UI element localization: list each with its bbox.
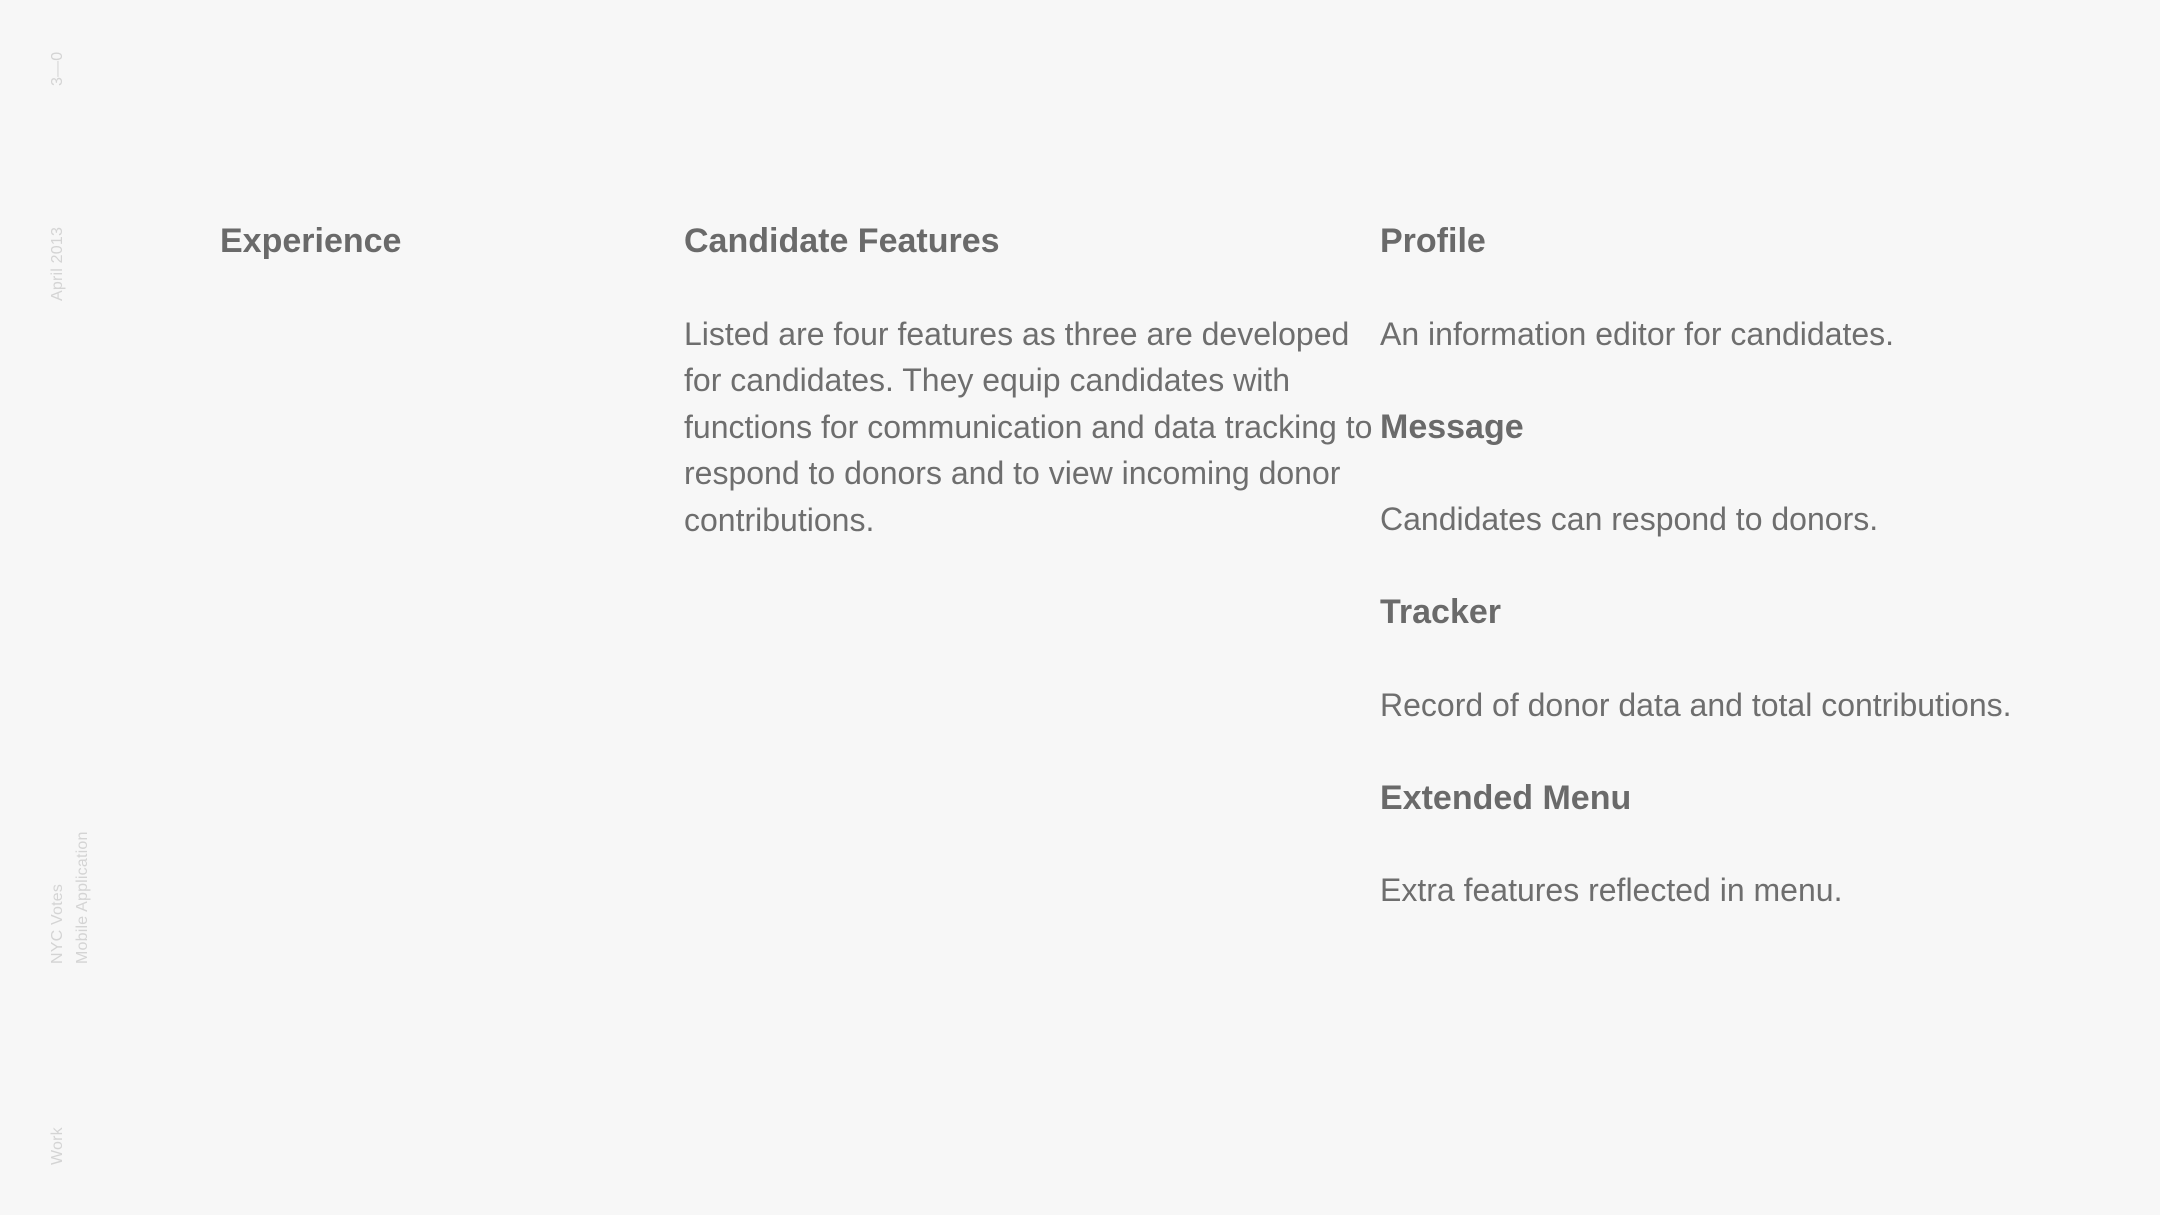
feature-description: Record of donor data and total contributions. bbox=[1380, 686, 2012, 723]
candidate-features-description: Listed are four features as three are developed for candidates. They equip candidates with functions for communication and data tracking to respond to donors and to view incoming donor contributions. bbox=[684, 315, 1373, 538]
feature-spacer bbox=[1380, 635, 2140, 682]
feature-description: Extra features reflected in menu. bbox=[1380, 872, 1843, 908]
feature-item-tracker bbox=[1380, 589, 2140, 728]
feature-list bbox=[1380, 218, 2140, 914]
feature-description: An information editor for candidates. bbox=[1380, 315, 1895, 352]
experience-column bbox=[220, 218, 640, 264]
candidate-features-column bbox=[684, 218, 1374, 543]
feature-title: Message bbox=[1380, 407, 1524, 446]
section-label: Work bbox=[49, 1127, 66, 1165]
feature-spacer bbox=[1380, 821, 2140, 868]
feature-title: Extended Menu bbox=[1380, 778, 1632, 817]
feature-title: Tracker bbox=[1380, 593, 1501, 631]
feature-title: Profile bbox=[1380, 222, 1486, 260]
candidate-features-heading: Candidate Features bbox=[684, 222, 1000, 260]
date-label: April 2013 bbox=[49, 226, 66, 301]
feature-spacer bbox=[1380, 264, 2140, 311]
heading-spacer bbox=[684, 264, 1374, 311]
project-subtitle: Mobile Application bbox=[74, 831, 91, 964]
feature-item-extended-menu bbox=[1380, 775, 2140, 914]
project-name: NYC Votes bbox=[49, 883, 66, 964]
feature-description: Candidates can respond to donors. bbox=[1380, 501, 1879, 537]
feature-list-column bbox=[1380, 218, 2140, 914]
feature-spacer bbox=[1380, 450, 2140, 497]
feature-item-profile bbox=[1380, 218, 2140, 357]
experience-heading: Experience bbox=[220, 222, 402, 260]
feature-item-message bbox=[1380, 404, 2140, 543]
page-number: 3—0 bbox=[49, 51, 66, 86]
